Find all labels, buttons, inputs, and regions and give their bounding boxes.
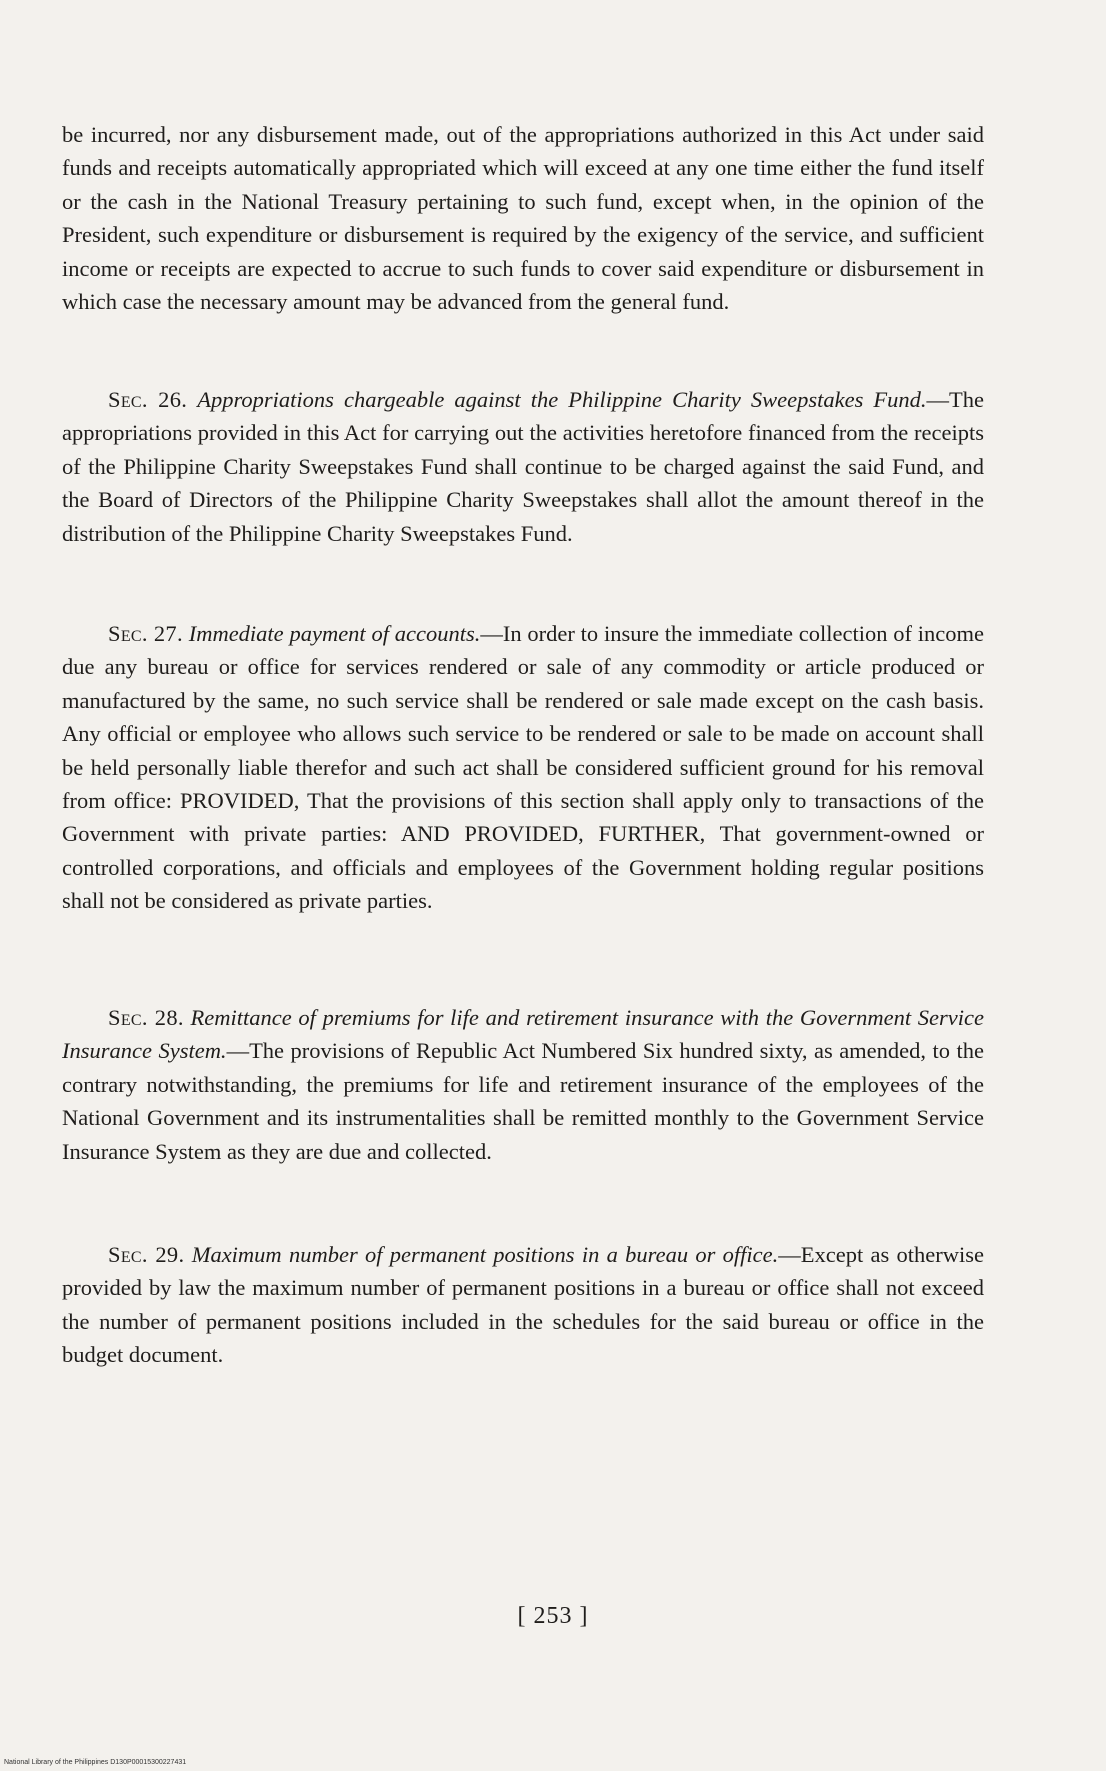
section-29 [62,1238,984,1372]
section-body: —Except as otherwise provided by law the maximum number of permanent positions in a bureau or office shall not exceed the number of permanent positions included in the schedules for the said bureau or office in the budget document. [62,1242,985,1368]
section-26 [62,383,984,550]
section-label: Sec. 29. [108,1242,185,1267]
footer-watermark: National Library of the Philippines D130P00015300227431 [4,1759,187,1766]
section-title: Immediate payment of accounts. [188,621,481,646]
page-number: [ 253 ] [517,1603,589,1629]
section-label: Sec. 27. [108,621,183,646]
section-body: —The provisions of Republic Act Numbered Six hundred sixty, as amended, to the contrary notwithstanding, the premiums for life and retirement insurance of the employees of the National Government and its instrumentalities shall be remitted monthly to the Government Service Insurance System as they are due and collected. [62,1038,984,1164]
section-27 [62,617,984,918]
section-label: Sec. 26. [108,387,188,412]
section-title: Appropriations chargeable against the Philippine Charity Sweepstakes Fund. [197,387,927,412]
section-body: —The appropriations provided in this Act for carrying out the activities heretofore financed from the receipts of the Philippine Charity Sweepstakes Fund shall continue to be charged against the said Fund, and the Board of Directors of the Philippine Charity Sweepstakes shall allot the amount thereof in the distribution of the Philippine Charity Sweepstakes Fund. [62,387,985,546]
section-label: Sec. 28. [108,1005,184,1030]
paragraph-continuation [62,118,984,318]
section-title: Remittance of premiums for life and retirement insurance with the Government Service Insurance System. [62,1005,985,1064]
paragraph-body: be incurred, nor any disbursement made, out of the appropriations authorized in this Act under said funds and receipts automatically appropriated which will exceed at any one time either the fund itself or the cash in the National Treasury pertaining to such fund, except when, in the opinion of the President, such expenditure or disbursement is required by the exigency of the service, and sufficient income or receipts are expected to accrue to such funds to cover said expenditure or disbursement in which case the necessary amount may be advanced from the general fund. [62,122,984,315]
section-body: —In order to insure the immediate collection of income due any bureau or office for services rendered or sale of any commodity or article produced or manufactured by the same, no such service shall be rendered or sale made except on the cash basis. Any official or employee who allows such service to be rendered or sale to be made on account shall be held personally liable therefor and such act shall be considered sufficient ground for his removal from office: PROVIDED, That the provisions of this section shall apply only to transactions of the Government with private parties: AND PROVIDED, FURTHER, That government-owned or controlled corporations, and officials and employees of the Government holding regular positions shall not be considered as private parties. [62,621,985,914]
section-28 [62,1001,984,1168]
section-title: Maximum number of permanent positions in a bureau or office. [191,1242,779,1267]
